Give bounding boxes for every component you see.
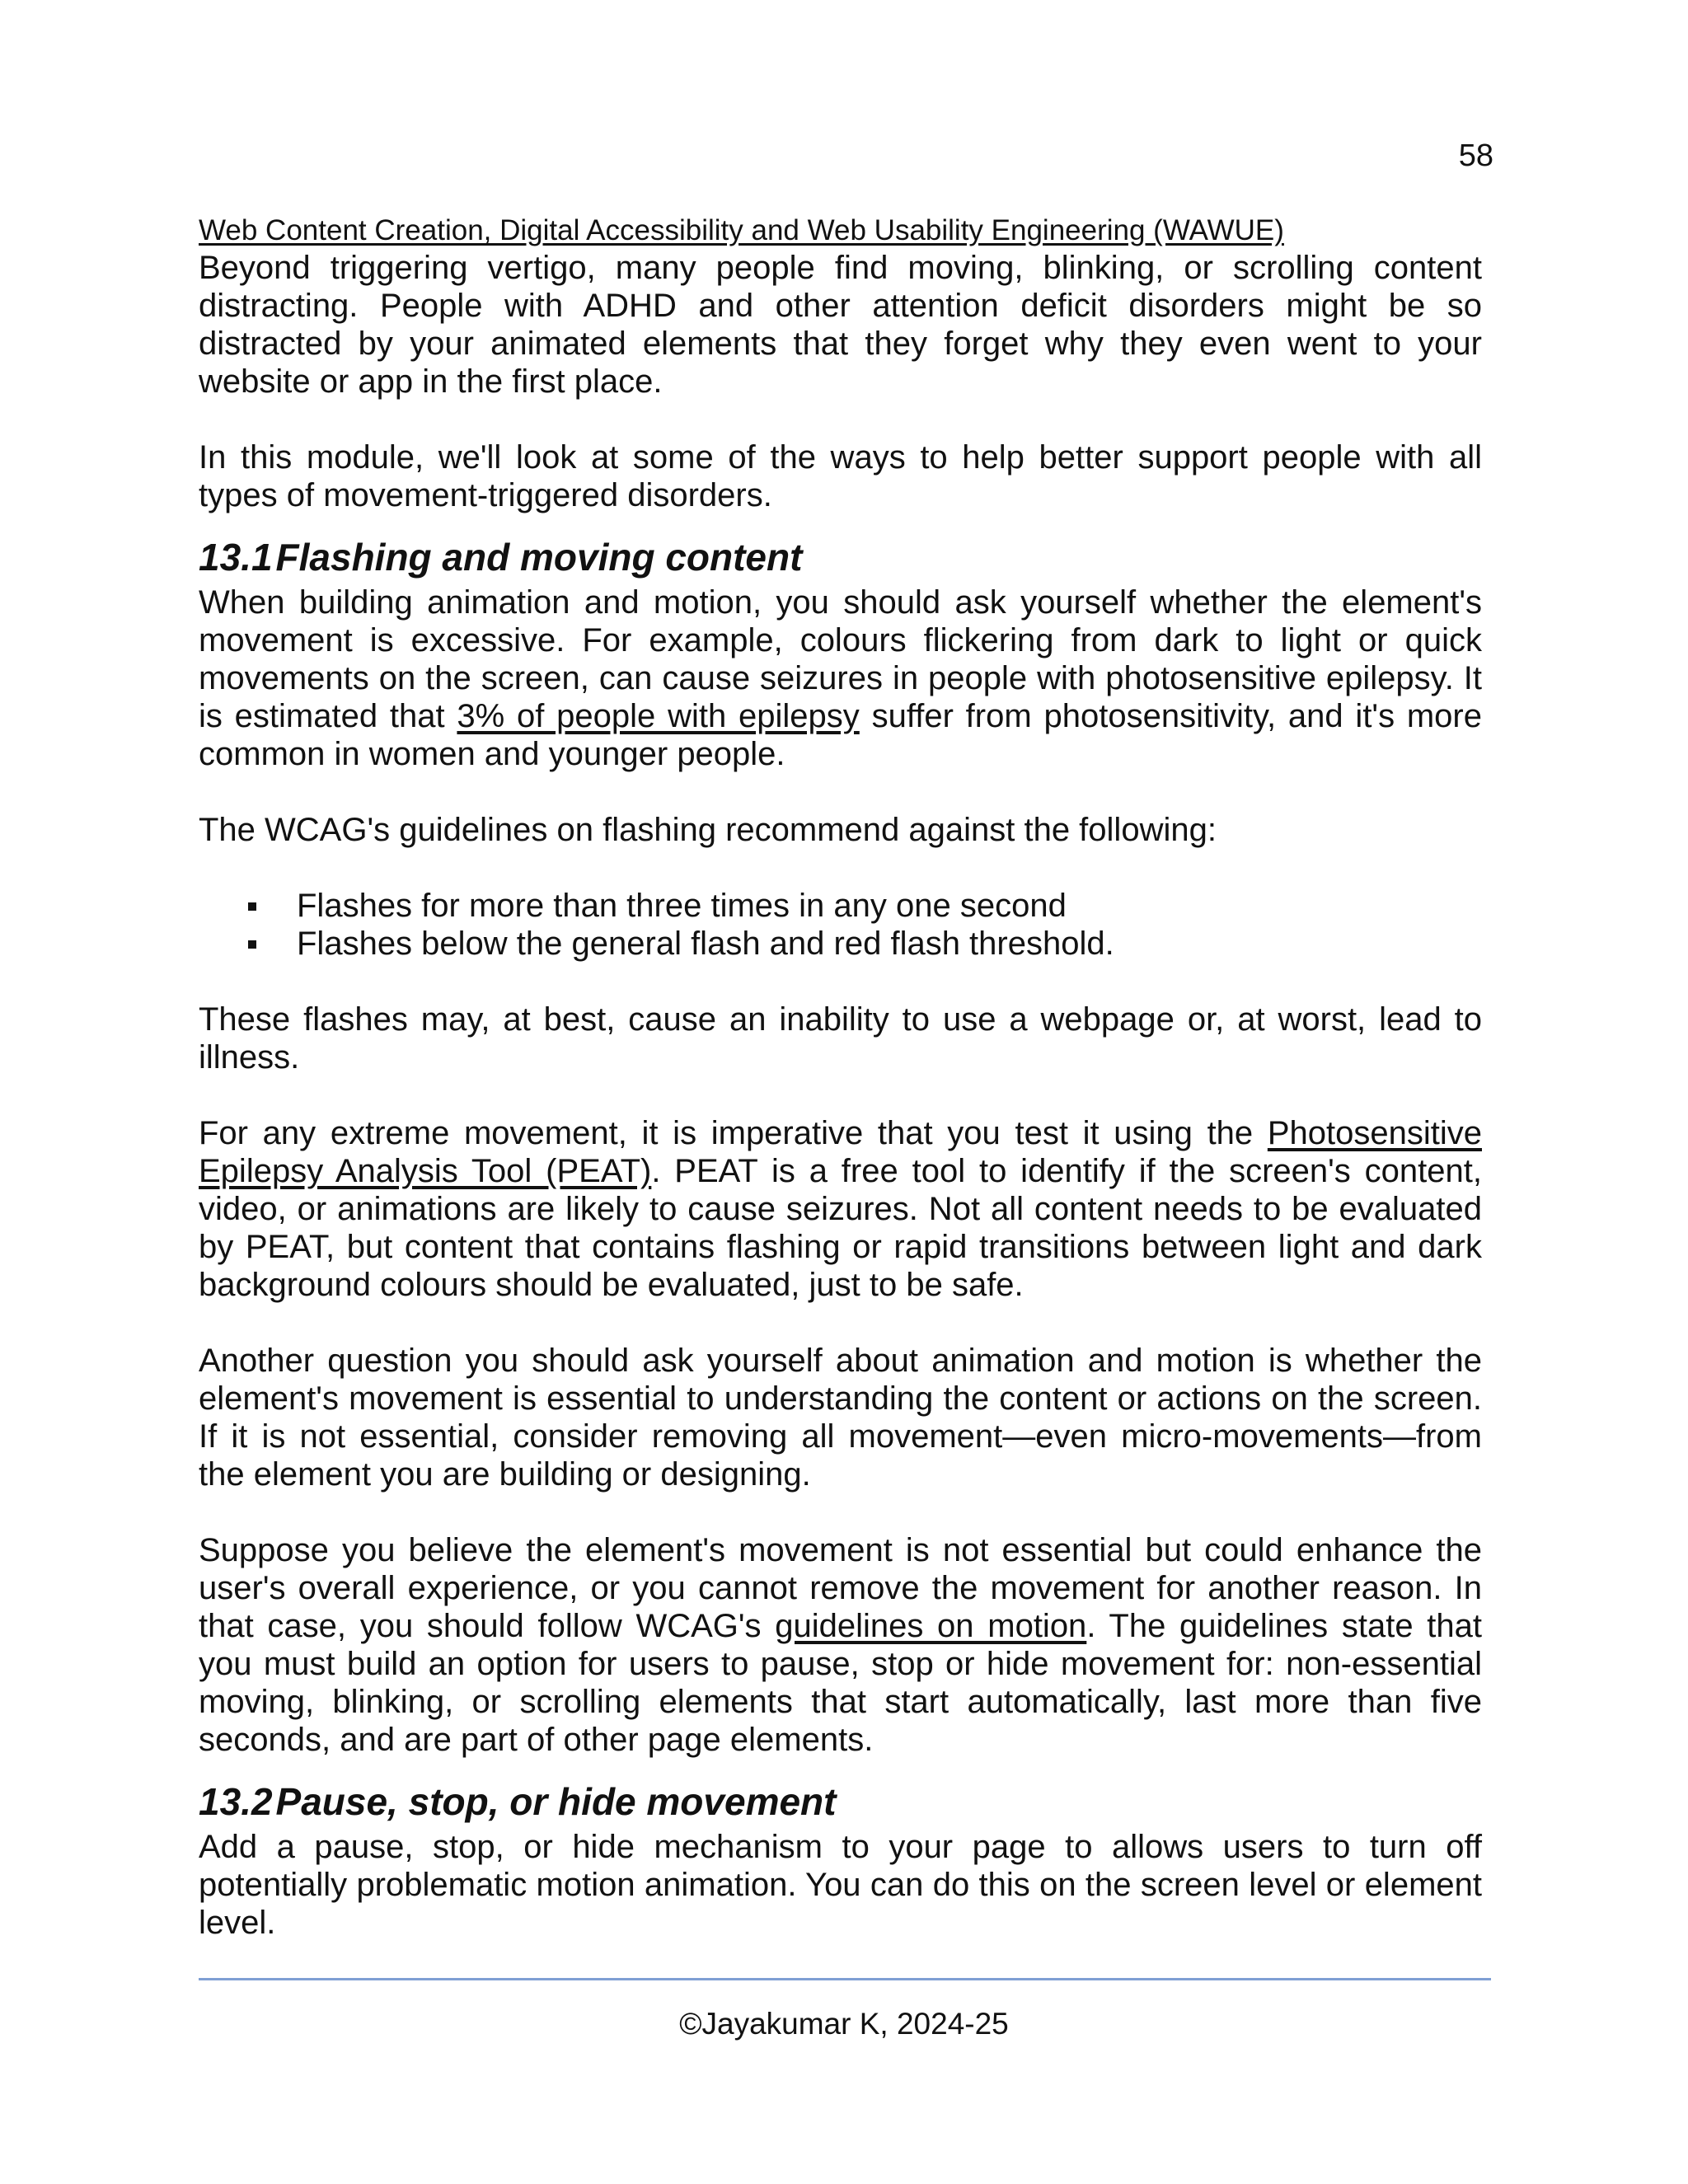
list-item — [199, 925, 1482, 963]
peat-tool-link[interactable]: Photosensitive Epilepsy Analysis Tool (PEAT) — [199, 1115, 1482, 1189]
paragraph-text: When building animation and motion, you should ask yourself whether the element's movement is excessive. For example, colours flickering from dark to light or quick movements on the screen, can cause seizures in people with photosensitive epilepsy. It is estimated that — [199, 584, 1482, 734]
section-13-1-paragraph-2: The WCAG's guidelines on flashing recommend against the following: — [199, 812, 1217, 848]
section-13-1-paragraph-4 — [199, 1114, 1482, 1304]
intro-paragraph-1: Beyond triggering vertigo, many people find moving, blinking, or scrolling content distracting. People with ADHD and other attention deficit disorders might be so distracted by your animated elements that they forget why they even went to your website or app in the first place. — [199, 250, 1482, 400]
section-13-1-title: Flashing and moving content — [275, 536, 803, 579]
section-13-1-paragraph-1 — [199, 583, 1482, 773]
paragraph-text: . PEAT is a free tool to identify if the screen's content, video, or animations are likely to cause seizures. Not all content needs to be evaluated by PEAT, but content that contains flashing or rapid transitions between light and dark background colours should be evaluated, just to be safe. — [199, 1153, 1482, 1303]
footer-divider — [199, 1978, 1491, 1980]
intro-paragraph-2: In this module, we'll look at some of the ways to help better support people with all types of movement-triggered disorders. — [199, 439, 1482, 513]
list-item-text: Flashes below the general flash and red flash threshold. — [297, 926, 1114, 962]
paragraph-text: . The guidelines state that you must build an option for users to pause, stop or hide movement for: non-essential moving, blinking, or scrolling elements that start automatically, last more than five seconds, and are part of other page elements. — [199, 1608, 1482, 1758]
list-item — [199, 887, 1482, 925]
square-bullet-icon — [248, 940, 256, 949]
section-13-2-title: Pause, stop, or hide movement — [275, 1780, 837, 1823]
section-13-1-paragraph-3: These flashes may, at best, cause an inability to use a webpage or, at worst, lead to illness. — [199, 1001, 1482, 1076]
section-13-1-paragraph-6 — [199, 1531, 1482, 1759]
square-bullet-icon — [248, 902, 256, 911]
motion-guidelines-link[interactable]: guidelines on motion — [775, 1608, 1087, 1644]
list-item-text: Flashes for more than three times in any one second — [297, 888, 1067, 924]
running-header: Web Content Creation, Digital Accessibility and Web Usability Engineering (WAWUE) — [199, 214, 1284, 246]
section-13-1-number: 13.1 — [199, 536, 273, 579]
footer-copyright: ©Jayakumar K, 2024-25 — [679, 2007, 1009, 2041]
page-content — [199, 213, 1482, 1942]
section-13-1-heading — [199, 534, 1482, 580]
section-13-2-number: 13.2 — [199, 1780, 273, 1823]
epilepsy-statistic-link[interactable]: 3% of people with epilepsy — [457, 698, 860, 734]
section-13-2-heading — [199, 1779, 1482, 1825]
paragraph-text: suffer from photosensitivity, and it's more common in women and younger people. — [199, 698, 1482, 772]
page-number: 58 — [1458, 138, 1493, 173]
section-13-2-paragraph-1: Add a pause, stop, or hide mechanism to your page to allows users to turn off potentially problematic motion animation. You can do this on the screen level or element level. — [199, 1829, 1482, 1941]
flash-guidelines-list — [199, 887, 1482, 963]
paragraph-text: Suppose you believe the element's movement is not essential but could enhance the user's overall experience, or you cannot remove the movement for another reason. In that case, you should follow WCAG's — [199, 1532, 1482, 1644]
section-13-1-paragraph-5: Another question you should ask yourself about animation and motion is whether the element's movement is essential to understanding the content or actions on the screen. If it is not essential, consider removing all movement—even micro-movements—from the element you are building or designing. — [199, 1343, 1482, 1493]
paragraph-text: For any extreme movement, it is imperative that you test it using the — [199, 1115, 1268, 1151]
